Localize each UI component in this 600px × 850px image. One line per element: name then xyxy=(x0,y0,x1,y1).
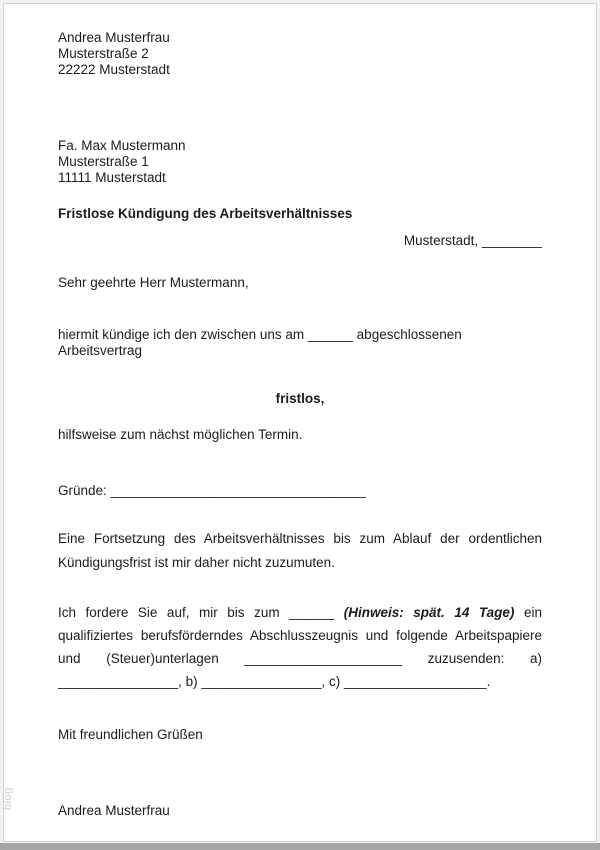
paragraph-alternative: hilfsweise zum nächst möglichen Termin. xyxy=(58,427,303,443)
salutation: Sehr geehrte Herr Mustermann, xyxy=(58,275,249,291)
reasons-line xyxy=(58,483,542,499)
emphasis-fristlos: fristlos, xyxy=(275,391,325,407)
paragraph-intro: hiermit kündige ich den zwischen uns am ______ abgeschlossenen Arbeitsvertrag xyxy=(58,327,462,359)
date-line: Musterstadt, ________ xyxy=(403,233,542,249)
sender-address xyxy=(58,30,542,78)
subject-line: Fristlose Kündigung des Arbeitsverhältnisses xyxy=(58,205,353,221)
recipient-name: Fa. Max Mustermann xyxy=(58,137,186,153)
recipient-city: 11111 Musterstadt xyxy=(58,169,166,185)
recipient-address xyxy=(58,138,542,186)
paragraph-request xyxy=(58,601,542,693)
signature-name: Andrea Musterfrau xyxy=(58,802,170,818)
reasons-label: Gründe: xyxy=(58,482,107,498)
bottom-edge-strip xyxy=(0,843,600,850)
reasons-blank-field: __________________________________ xyxy=(110,482,366,498)
letter-content xyxy=(4,4,596,819)
letter-page xyxy=(3,3,597,842)
request-text-2: ein qualifiziertes berufsförderndes Abschlusszeugnis und folgende Arbeitspapiere und (Steuer)unterlagen _____________________ zuzusenden: a) ________________, b) ________________, c) ___________________. xyxy=(58,604,542,689)
closing: Mit freundlichen Grüßen xyxy=(58,726,203,742)
sender-city: 22222 Musterstadt xyxy=(58,61,170,77)
watermark-blog: blog xyxy=(2,787,14,810)
request-text-1: Ich fordere Sie auf, mir bis zum ______ xyxy=(58,604,344,620)
paragraph-continuation: Eine Fortsetzung des Arbeitsverhältnisses bis zum Ablauf der ordentlichen Kündigungsfrist ist mir daher nicht zuzumuten. xyxy=(58,530,542,570)
recipient-street: Musterstraße 1 xyxy=(58,153,149,169)
request-hint: (Hinweis: spät. 14 Tage) xyxy=(343,604,515,620)
sender-name: Andrea Musterfrau xyxy=(58,30,170,45)
sender-street: Musterstraße 2 xyxy=(58,45,149,61)
